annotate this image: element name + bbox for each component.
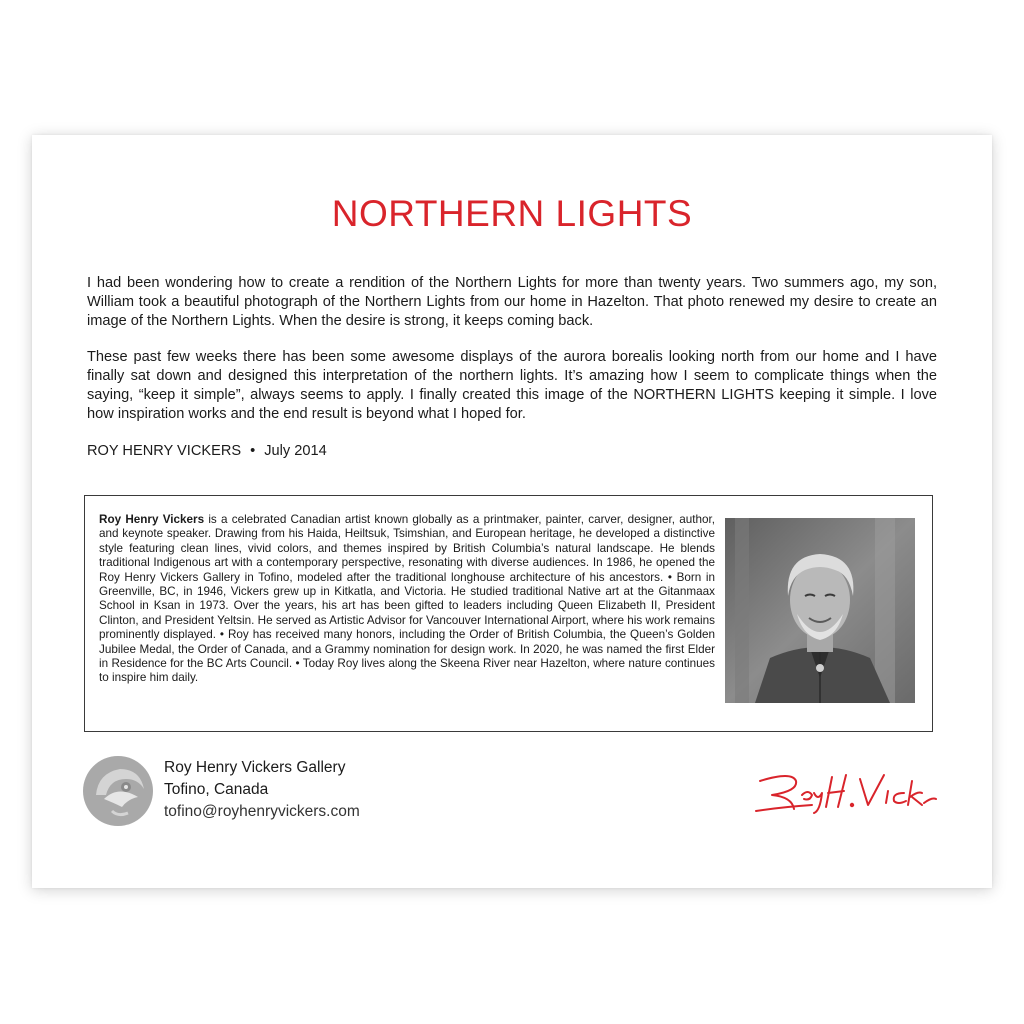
gallery-location: Tofino, Canada xyxy=(164,781,269,798)
bio-body: is a celebrated Canadian artist known globally as a printmaker, painter, carver, designer, author, and keynote speaker. Drawing from his Haida, Heiltsuk, Tsimshian, and European heritage, he developed a distinctive style featuring clean lines, vivid colors, and themes inspired by British Columbia’s natural landscape. He blends traditional Indigenous art with a contemporary perspective, resonating with diverse audiences. In 1986, he opened the Roy Henry Vickers Gallery in Tofino, modeled after the traditional longhouse architecture of his ancestors. • Born in Greenville, BC, in 1946, Vickers grew up in Kitkatla, and Victoria. He studied traditional Native art at the Gitanmaax School in Ksan in 1973. Over the years, his art has been gifted to leaders including Queen Elizabeth II, President Clinton, and President Yeltsin. He served as Artistic Advisor for Vancouver International Airport, where his work remains prominently displayed. • Roy has received many honors, including the Order of British Columbia, the Queen’s Golden Jubilee Medal, the Order of Canada, and a Grammy nomination for design work. In 2020, he was named the first Elder in Residence for the BC Arts Council. • Today Roy lives along the Skeena River near Hazelton, where nature continues to inspire him daily. xyxy=(99,513,715,685)
signature-icon xyxy=(752,767,937,817)
bio-box xyxy=(84,495,933,732)
byline-author: ROY HENRY VICKERS xyxy=(87,443,242,459)
artist-portrait-photo xyxy=(725,518,915,703)
page-title: NORTHERN LIGHTS xyxy=(331,193,693,234)
byline xyxy=(87,443,327,459)
gallery-name: Roy Henry Vickers Gallery xyxy=(164,759,346,776)
statement-paragraph-2: These past few weeks there has been some awesome displays of the aurora borealis looking north from our home and I have finally sat down and designed this interpretation of the northern lights. It’s amazing how I seem to complicate things when the saying, “keep it simple”, always seems to apply. I finally created this image of the NORTHERN LIGHTS keeping it simple. I love how inspiration works and the end result is beyond what I hoped for. xyxy=(87,349,937,422)
signature xyxy=(752,767,937,817)
document-card xyxy=(32,135,992,888)
byline-separator: • xyxy=(250,443,256,459)
byline-date: July 2014 xyxy=(264,443,327,459)
statement-paragraph-1: I had been wondering how to create a rendition of the Northern Lights for more than twenty years. Two summers ago, my son, William took a beautiful photograph of the Northern Lights from our home in Hazelton. That photo renewed my desire to create an image of the Northern Lights. When the desire is strong, it keeps coming back. xyxy=(87,275,937,329)
bio-text xyxy=(99,513,715,686)
gallery-logo-icon xyxy=(82,755,154,827)
eagle-head-logo-icon xyxy=(82,755,154,827)
gallery-email[interactable]: tofino@royhenryvickers.com xyxy=(164,803,360,820)
bio-artist-name: Roy Henry Vickers xyxy=(99,513,205,526)
portrait-image-icon xyxy=(725,518,915,703)
